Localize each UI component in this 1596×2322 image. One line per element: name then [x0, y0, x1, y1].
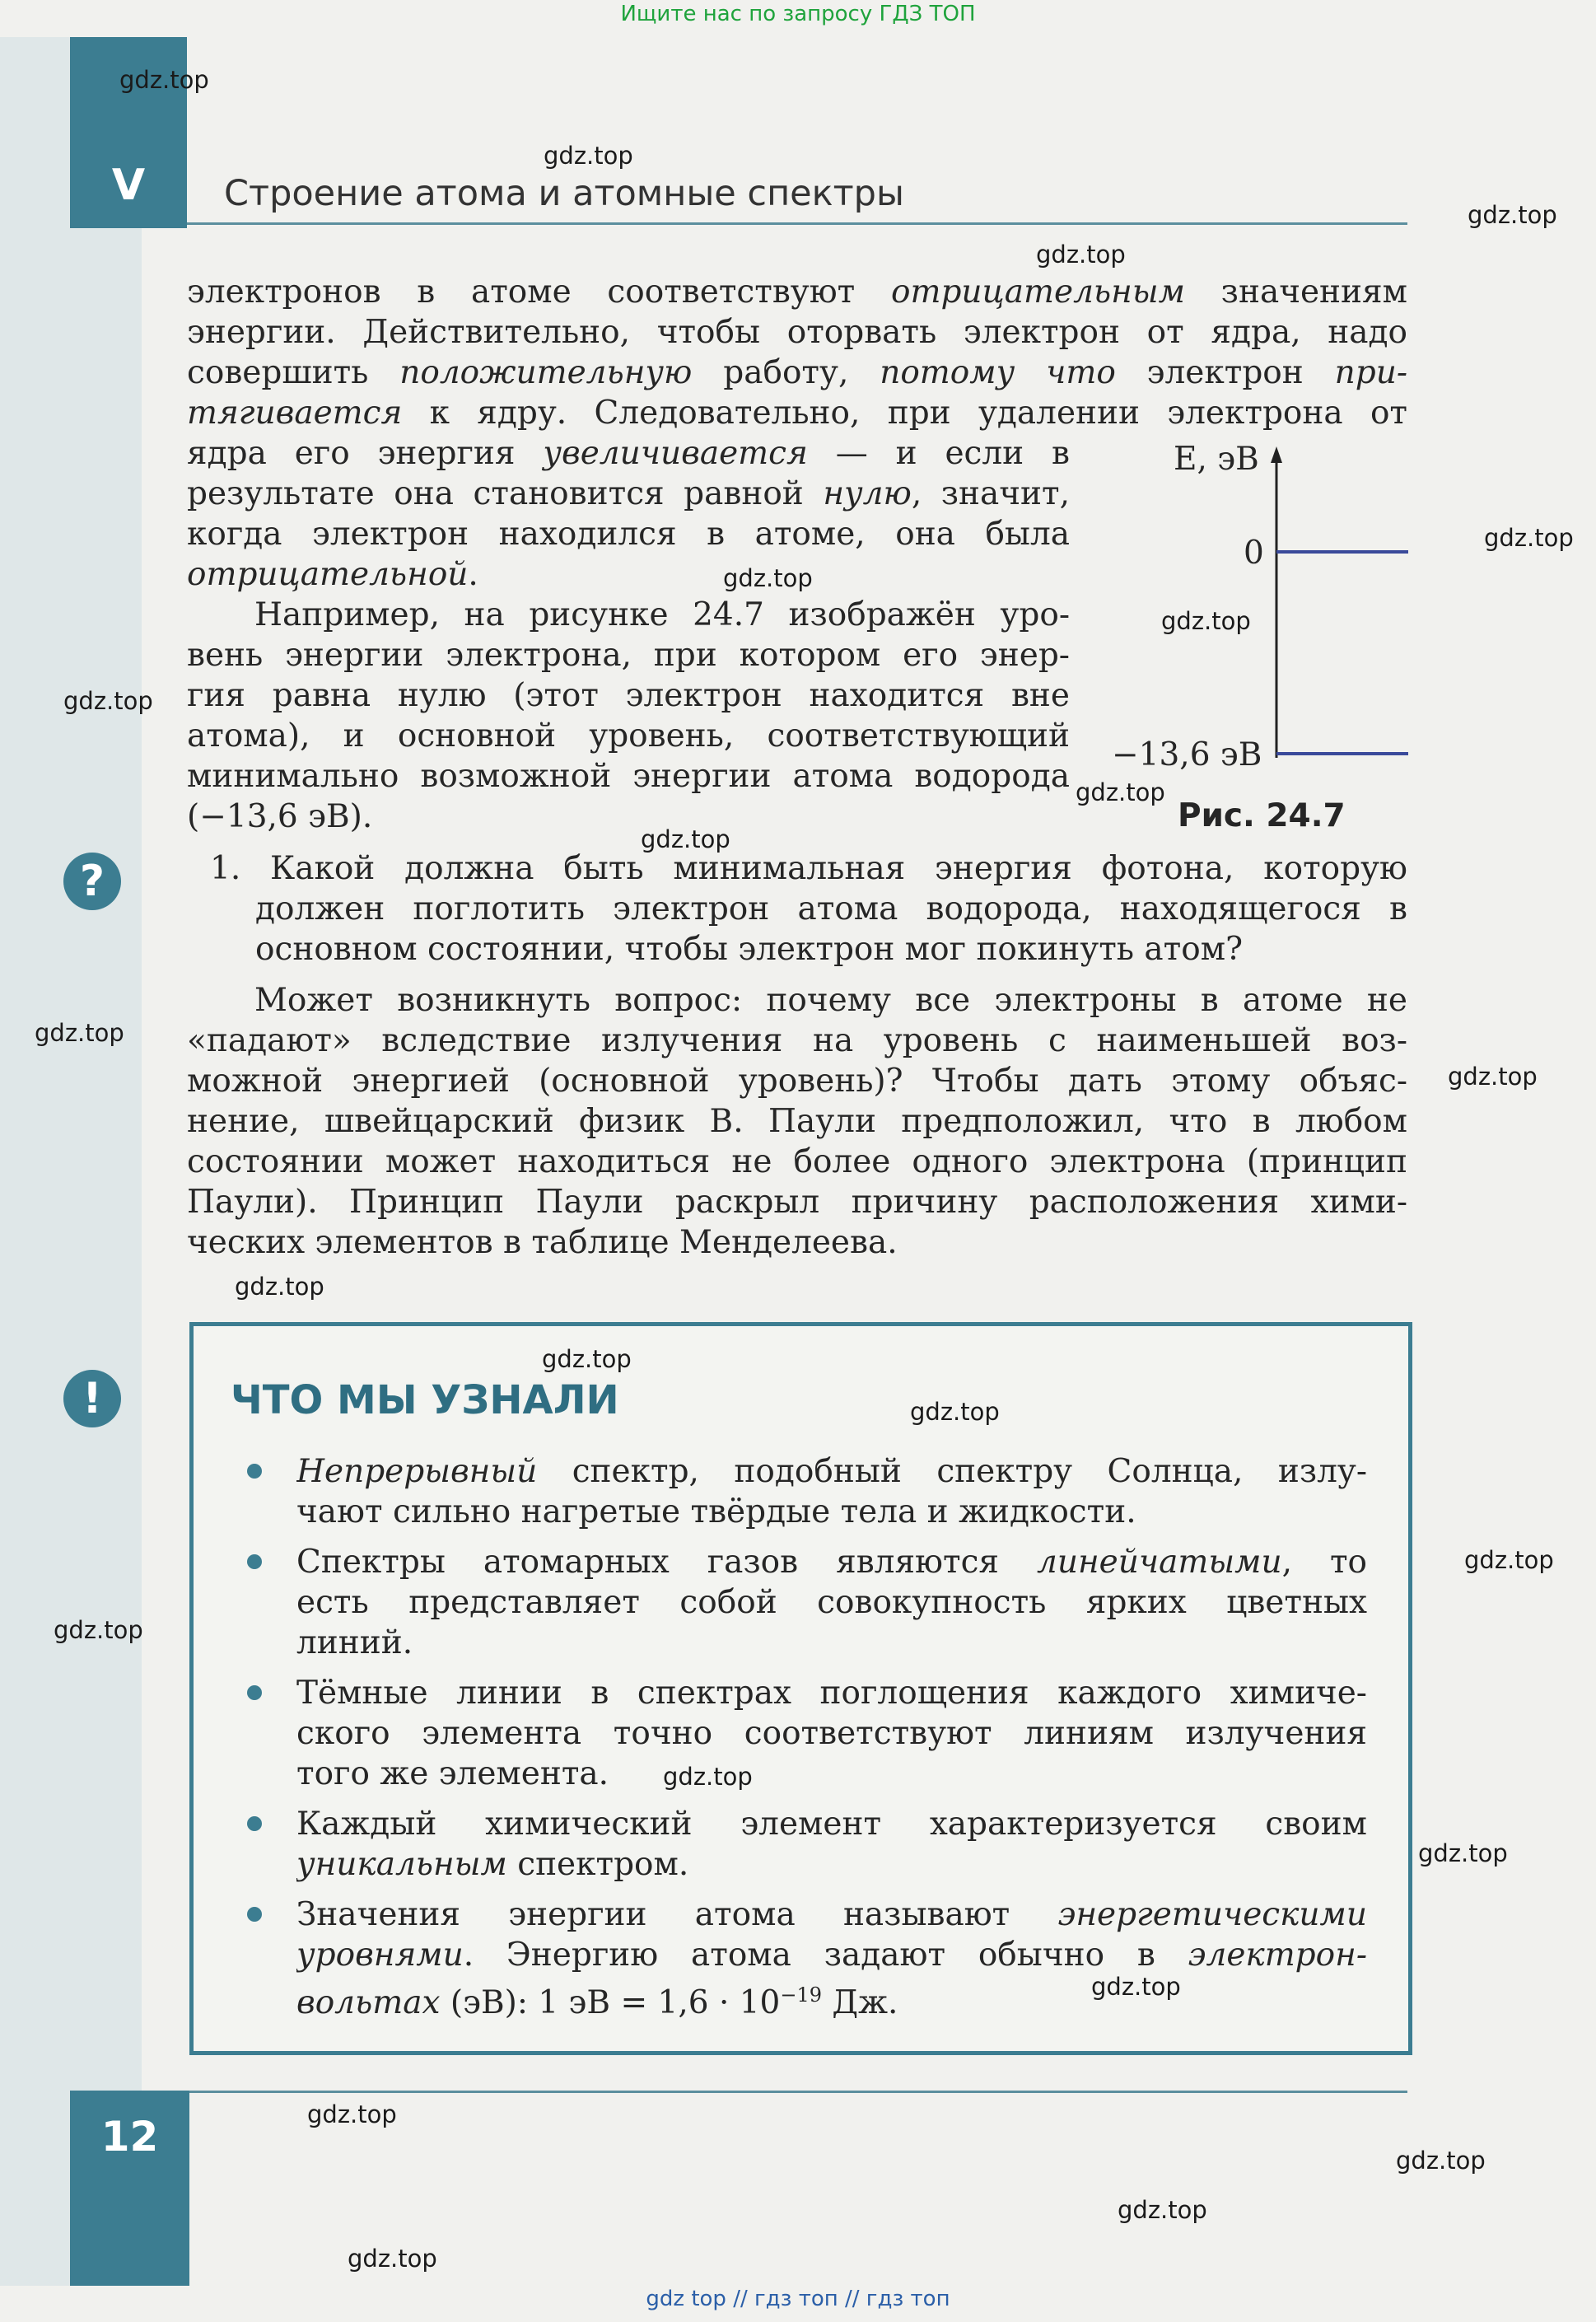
watermark: gdz.top [307, 2100, 397, 2128]
summary-item [296, 1542, 1367, 1663]
text-line: отрицательной. [187, 556, 478, 593]
axis-arrow [1271, 446, 1282, 463]
watermark: gdz.top [35, 1019, 124, 1047]
text-line: чают сильно нагретые твёрдые тела и жидкости. [296, 1493, 1136, 1530]
text-line: Паули). Принцип Паули раскрыл причину расположения хими- [187, 1184, 1407, 1221]
watermark: gdz.top [1161, 607, 1251, 635]
text-line: вень энергии электрона, при котором его энер- [187, 637, 1070, 674]
text-line: Тёмные линии в спектрах поглощения каждого химиче- [296, 1675, 1367, 1712]
question-line: должен поглотить электрон атома водорода, находящегося в [255, 890, 1407, 927]
text-line: (−13,6 эВ). [187, 798, 373, 835]
summary-item [296, 1673, 1367, 1794]
watermark: gdz.top [235, 1273, 324, 1301]
question-icon: ? [63, 853, 121, 910]
watermark: gdz.top [544, 142, 633, 170]
watermark: gdz.top [1484, 524, 1574, 552]
text-line: ского элемента точно соответствуют линиям излучения [296, 1715, 1367, 1752]
footer-divider [187, 2091, 1407, 2093]
text-line: Каждый химический элемент характеризуется своим [296, 1806, 1367, 1843]
bullet-icon [247, 1554, 262, 1569]
text-line: когда электрон находился в атоме, она была [187, 516, 1070, 553]
watermark: gdz.top [1076, 778, 1165, 806]
bullet-icon [247, 1907, 262, 1922]
text-line: нение, швейцарский физик В. Паули предположил, что в любом [187, 1103, 1407, 1140]
text-line: Спектры атомарных газов являются линейчатыми, то [296, 1544, 1367, 1581]
watermark: gdz.top [1448, 1063, 1538, 1091]
watermark: gdz.top [1036, 241, 1126, 269]
watermark: gdz.top [1118, 2196, 1207, 2224]
header-divider [187, 222, 1407, 225]
text-line: Непрерывный спектр, подобный спектру Солнца, излу- [296, 1453, 1367, 1490]
paragraph-1-bottom [187, 433, 1070, 595]
level-zero-label: 0 [1244, 535, 1264, 572]
watermark: gdz.top [1464, 1546, 1554, 1574]
text-line: линий. [296, 1624, 413, 1661]
watermark: gdz.top [1091, 1973, 1181, 2001]
watermark: gdz.top [641, 825, 730, 853]
watermark: gdz.top [663, 1763, 753, 1791]
text-line: Например, на рисунке 24.7 изображён уро- [254, 596, 1070, 633]
watermark: gdz.top [910, 1398, 1000, 1426]
text-line: тягивается к ядру. Следовательно, при удалении электрона от [187, 395, 1407, 432]
text-line: ядра его энергия увеличивается — и если в [187, 435, 1070, 472]
watermark: gdz.top [348, 2245, 437, 2273]
axis-label: E, эВ [1174, 441, 1259, 478]
text-line: того же элемента. [296, 1755, 609, 1792]
question-line: основном состоянии, чтобы электрон мог покинуть атом? [255, 931, 1243, 968]
watermark: gdz.top [1396, 2147, 1486, 2175]
text-line: «падают» вследствие излучения на уровень с наименьшей воз- [187, 1022, 1407, 1059]
paragraph-2 [187, 595, 1070, 837]
chapter-title: Строение атома и атомные спектры [224, 173, 904, 214]
top-banner[interactable]: Ищите нас по запросу ГДЗ ТОП [620, 2, 976, 26]
paragraph-1-top [187, 272, 1407, 433]
watermark: gdz.top [1418, 1839, 1508, 1867]
left-margin-strip [0, 37, 142, 2286]
question-line: 1. Какой должна быть минимальная энергия фотона, которую [210, 850, 1407, 887]
question-block [210, 848, 1407, 969]
text-line: Может возникнуть вопрос: почему все электроны в атоме не [254, 982, 1407, 1019]
text-line: минимально возможной энергии атома водорода [187, 758, 1070, 795]
watermark: gdz.top [542, 1345, 632, 1373]
chapter-number: V [111, 161, 146, 210]
figure-caption: Рис. 24.7 [1178, 797, 1346, 834]
text-line: есть представляет собой совокупность ярких цветных [296, 1584, 1367, 1621]
text-line: можной энергией (основной уровень)? Чтобы дать этому объяс- [187, 1063, 1407, 1100]
bullet-icon [247, 1464, 262, 1479]
page-number: 12 [100, 2113, 159, 2161]
paragraph-3 [187, 980, 1407, 1263]
text-line: ческих элементов в таблице Менделеева. [187, 1224, 898, 1261]
text-line: энергии. Действительно, чтобы оторвать электрон от ядра, надо [187, 314, 1407, 351]
text-line: уровнями. Энергию атома задают обычно в электрон- [296, 1937, 1367, 1974]
bottom-banner[interactable]: gdz top // гдз топ // гдз топ [646, 2287, 950, 2311]
text-line: состоянии может находиться не более одного электрона (принцип [187, 1143, 1407, 1180]
text-line: уникальным спектром. [296, 1846, 689, 1883]
summary-item [296, 1895, 1367, 2023]
text-line: Значения энергии атома называют энергетическими [296, 1896, 1367, 1933]
watermark: gdz.top [63, 687, 153, 715]
exclamation-icon: ! [63, 1370, 121, 1427]
watermark: gdz.top [119, 66, 209, 94]
text-line: результате она становится равной нулю, значит, [187, 475, 1070, 512]
watermark: gdz.top [723, 564, 813, 592]
bullet-icon [247, 1685, 262, 1700]
text-line: совершить положительную работу, потому что электрон при- [187, 354, 1407, 391]
watermark: gdz.top [54, 1616, 143, 1644]
summary-item [296, 1804, 1367, 1885]
text-line: вольтах (эВ): 1 эВ = $1,6 \cdot 10^{-19}$ Дж. [296, 1983, 898, 2021]
text-line: гия равна нулю (этот электрон находится вне [187, 677, 1070, 714]
level-ground-label: −13,6 эВ [1112, 736, 1262, 773]
summary-title: ЧТО МЫ УЗНАЛИ [231, 1377, 619, 1423]
bullet-icon [247, 1816, 262, 1831]
text-line: электронов в атоме соответствуют отрицательным значениям [187, 273, 1407, 311]
text-line: атома), и основной уровень, соответствующий [187, 717, 1070, 755]
summary-item [296, 1451, 1367, 1532]
watermark: gdz.top [1468, 201, 1557, 229]
